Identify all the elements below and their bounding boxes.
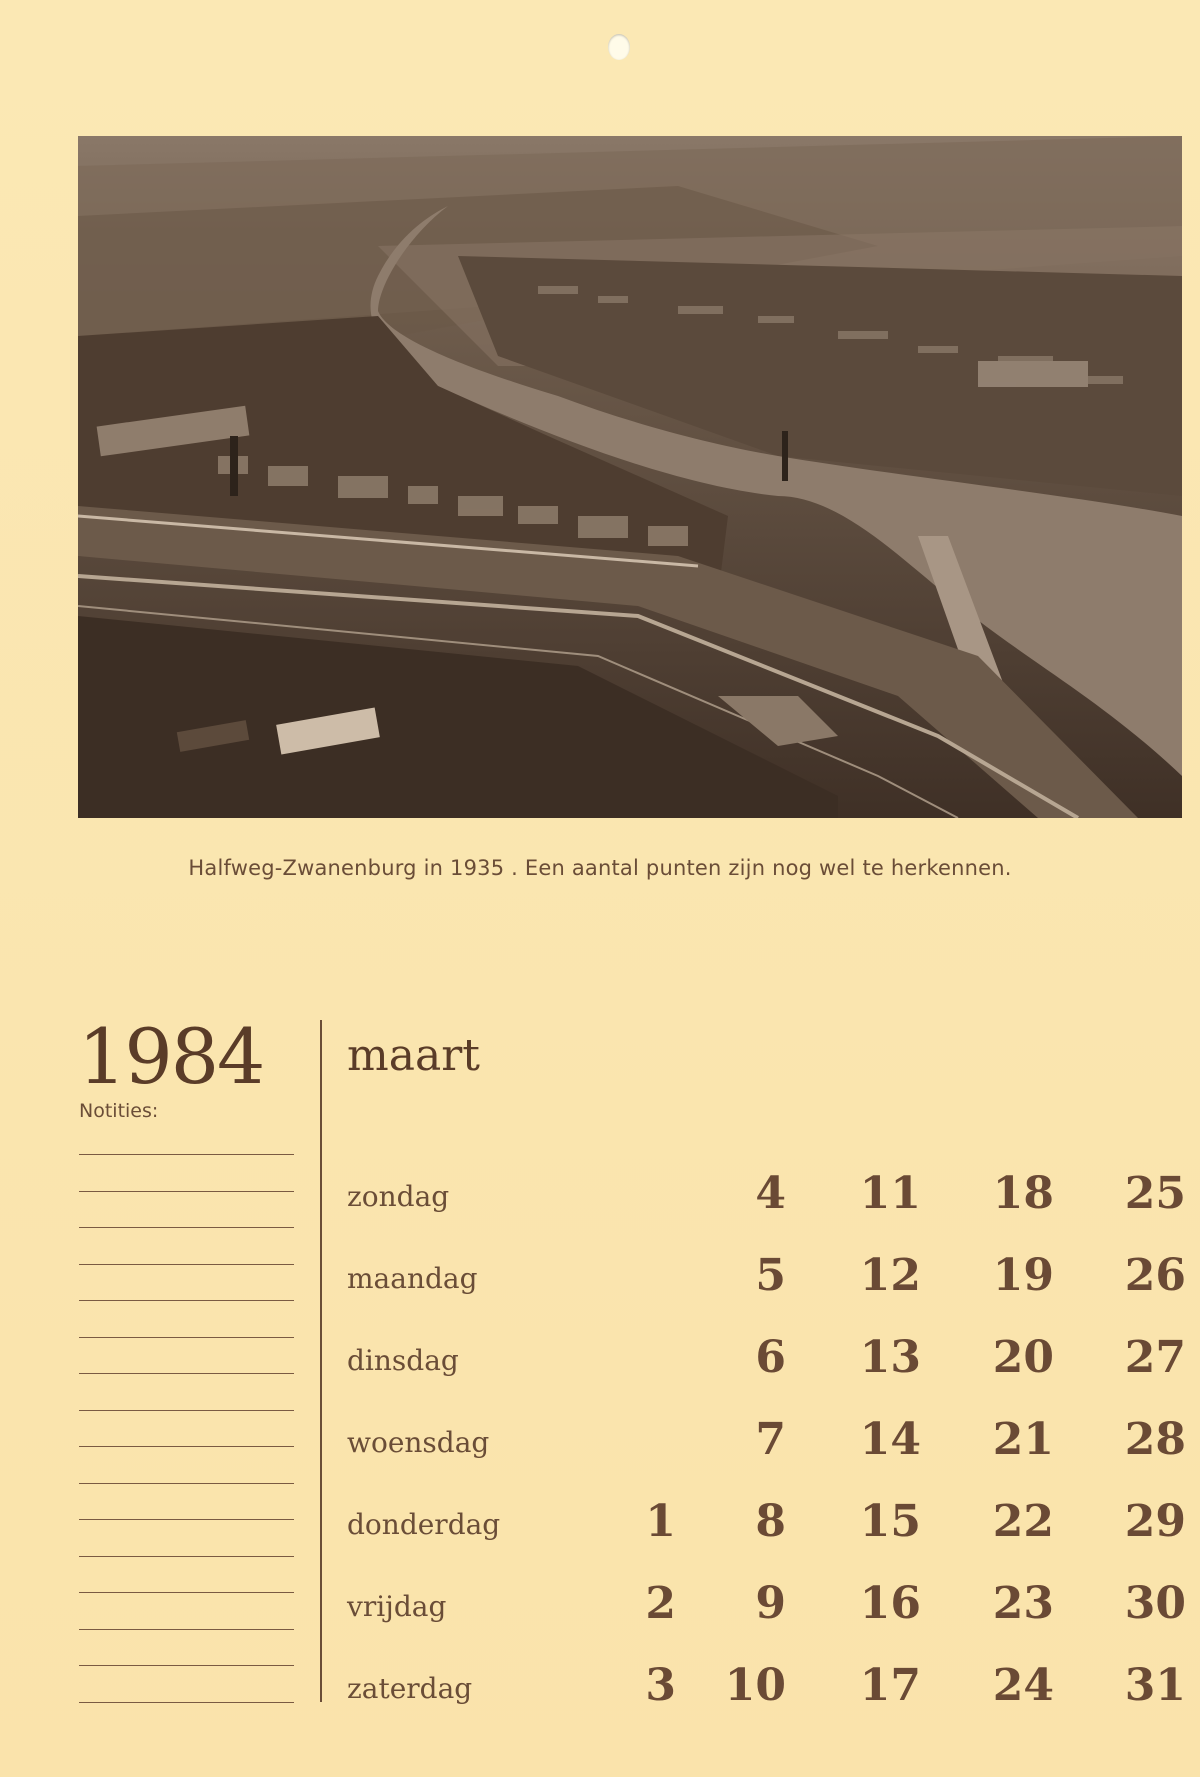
date-number: 26: [1124, 1250, 1186, 1301]
date-number: 22: [992, 1496, 1054, 1547]
note-line: [79, 1337, 294, 1338]
weekday-label: dinsdag: [347, 1344, 459, 1377]
date-number: 16: [859, 1578, 921, 1629]
date-number: 15: [859, 1496, 921, 1547]
note-line: [79, 1300, 294, 1301]
photo-caption: Halfweg-Zwanenburg in 1935 . Een aantal punten zijn nog wel te herkennen.: [188, 856, 1012, 880]
date-number: 18: [992, 1168, 1054, 1219]
date-number: 19: [992, 1250, 1054, 1301]
date-number: 12: [859, 1250, 921, 1301]
note-line: [79, 1410, 294, 1411]
note-line: [79, 1264, 294, 1265]
note-line: [79, 1556, 294, 1557]
note-line: [79, 1227, 294, 1228]
date-number: 28: [1124, 1414, 1186, 1465]
note-line: [79, 1592, 294, 1593]
weekday-label: woensdag: [347, 1426, 490, 1459]
date-number: 27: [1124, 1332, 1186, 1383]
weekday-label: vrijdag: [347, 1590, 447, 1623]
date-number: 1: [645, 1496, 676, 1547]
date-number: 29: [1124, 1496, 1186, 1547]
date-number: 4: [755, 1168, 786, 1219]
date-number: 5: [755, 1250, 786, 1301]
date-number: 6: [755, 1332, 786, 1383]
date-number: 24: [992, 1660, 1054, 1711]
weekday-label: zondag: [347, 1180, 450, 1213]
weekday-label: zaterdag: [347, 1672, 473, 1705]
note-line: [79, 1702, 294, 1703]
date-number: 30: [1124, 1578, 1186, 1629]
note-line: [79, 1373, 294, 1374]
date-number: 17: [859, 1660, 921, 1711]
date-number: 2: [645, 1578, 676, 1629]
date-number: 21: [992, 1414, 1054, 1465]
date-number: 10: [724, 1660, 786, 1711]
year-heading: 1984: [78, 1012, 264, 1101]
weekday-label: donderdag: [347, 1508, 501, 1541]
date-number: 14: [859, 1414, 921, 1465]
date-number: 13: [859, 1332, 921, 1383]
notes-label: Notities:: [79, 1100, 159, 1122]
aerial-photo-drawing: [78, 136, 1182, 818]
date-number: 9: [755, 1578, 786, 1629]
hanging-hole: [608, 34, 630, 60]
note-line: [79, 1446, 294, 1447]
date-number: 3: [645, 1660, 676, 1711]
column-divider: [320, 1020, 322, 1702]
date-number: 25: [1124, 1168, 1186, 1219]
date-number: 8: [755, 1496, 786, 1547]
note-line: [79, 1629, 294, 1630]
note-line: [79, 1665, 294, 1666]
date-number: 20: [992, 1332, 1054, 1383]
note-line: [79, 1191, 294, 1192]
date-number: 11: [859, 1168, 921, 1219]
aerial-photo: [78, 136, 1182, 818]
month-title: maart: [347, 1030, 480, 1081]
date-number: 7: [755, 1414, 786, 1465]
note-line: [79, 1154, 294, 1155]
note-line: [79, 1483, 294, 1484]
date-number: 31: [1124, 1660, 1186, 1711]
weekday-label: maandag: [347, 1262, 478, 1295]
date-number: 23: [992, 1578, 1054, 1629]
note-line: [79, 1519, 294, 1520]
